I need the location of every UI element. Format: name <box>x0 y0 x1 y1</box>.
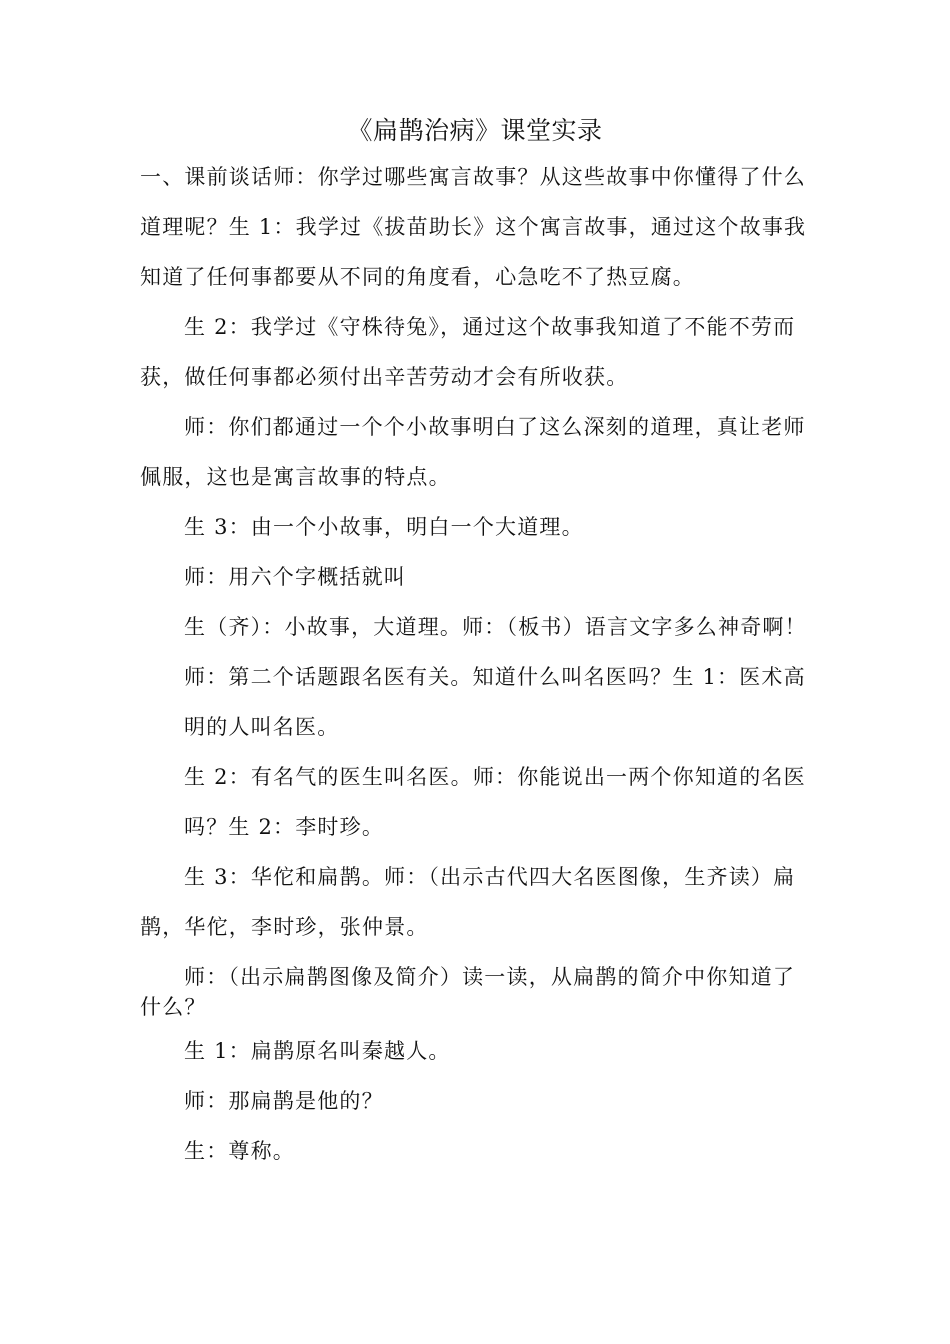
paragraph-line-17: 师：（出示扁鹊图像及简介）读一读，从扁鹊的简介中你知道了 <box>184 965 796 989</box>
paragraph-line-12: 明的人叫名医。 <box>184 715 340 739</box>
paragraph-line-6: 师：你们都通过一个个小故事明白了这么深刻的道理，真让老师 <box>184 415 806 439</box>
paragraph-line-8: 生 3：由一个小故事，明白一个大道理。 <box>184 515 584 539</box>
paragraph-line-18: 什么？ <box>140 995 207 1019</box>
paragraph-line-2: 道理呢？生 1：我学过《拔苗助长》这个寓言故事，通过这个故事我 <box>140 215 807 239</box>
paragraph-line-10: 生（齐）：小故事，大道理。师：（板书）语言文字多么神奇啊！ <box>184 615 807 639</box>
paragraph-line-1: 一、课前谈话师：你学过哪些寓言故事？从这些故事中你懂得了什么 <box>140 165 806 189</box>
paragraph-line-16: 鹊，华佗，李时珍，张仲景。 <box>140 915 429 939</box>
paragraph-line-20: 师：那扁鹊是他的？ <box>184 1089 384 1113</box>
paragraph-line-15: 生 3：华佗和扁鹊。师：（出示古代四大名医图像，生齐读）扁 <box>184 865 796 889</box>
paragraph-line-7: 佩服，这也是寓言故事的特点。 <box>140 465 451 489</box>
paragraph-line-3: 知道了任何事都要从不同的角度看，心急吃不了热豆腐。 <box>140 265 695 289</box>
paragraph-line-5: 获，做任何事都必须付出辛苦劳动才会有所收获。 <box>140 365 629 389</box>
paragraph-line-13: 生 2：有名气的医生叫名医。师：你能说出一两个你知道的名医 <box>184 765 806 789</box>
paragraph-line-19: 生 1：扁鹊原名叫秦越人。 <box>184 1039 451 1063</box>
paragraph-line-4: 生 2：我学过《守株待兔》，通过这个故事我知道了不能不劳而 <box>184 315 796 339</box>
paragraph-line-11: 师：第二个话题跟名医有关。知道什么叫名医吗？生 1：医术高 <box>184 665 806 689</box>
paragraph-line-21: 生：尊称。 <box>184 1139 295 1163</box>
paragraph-line-14: 吗？生 2：李时珍。 <box>184 815 385 839</box>
document-title: 《扁鹊治病》课堂实录 <box>347 116 603 145</box>
paragraph-line-9: 师：用六个字概括就叫 <box>184 565 406 589</box>
